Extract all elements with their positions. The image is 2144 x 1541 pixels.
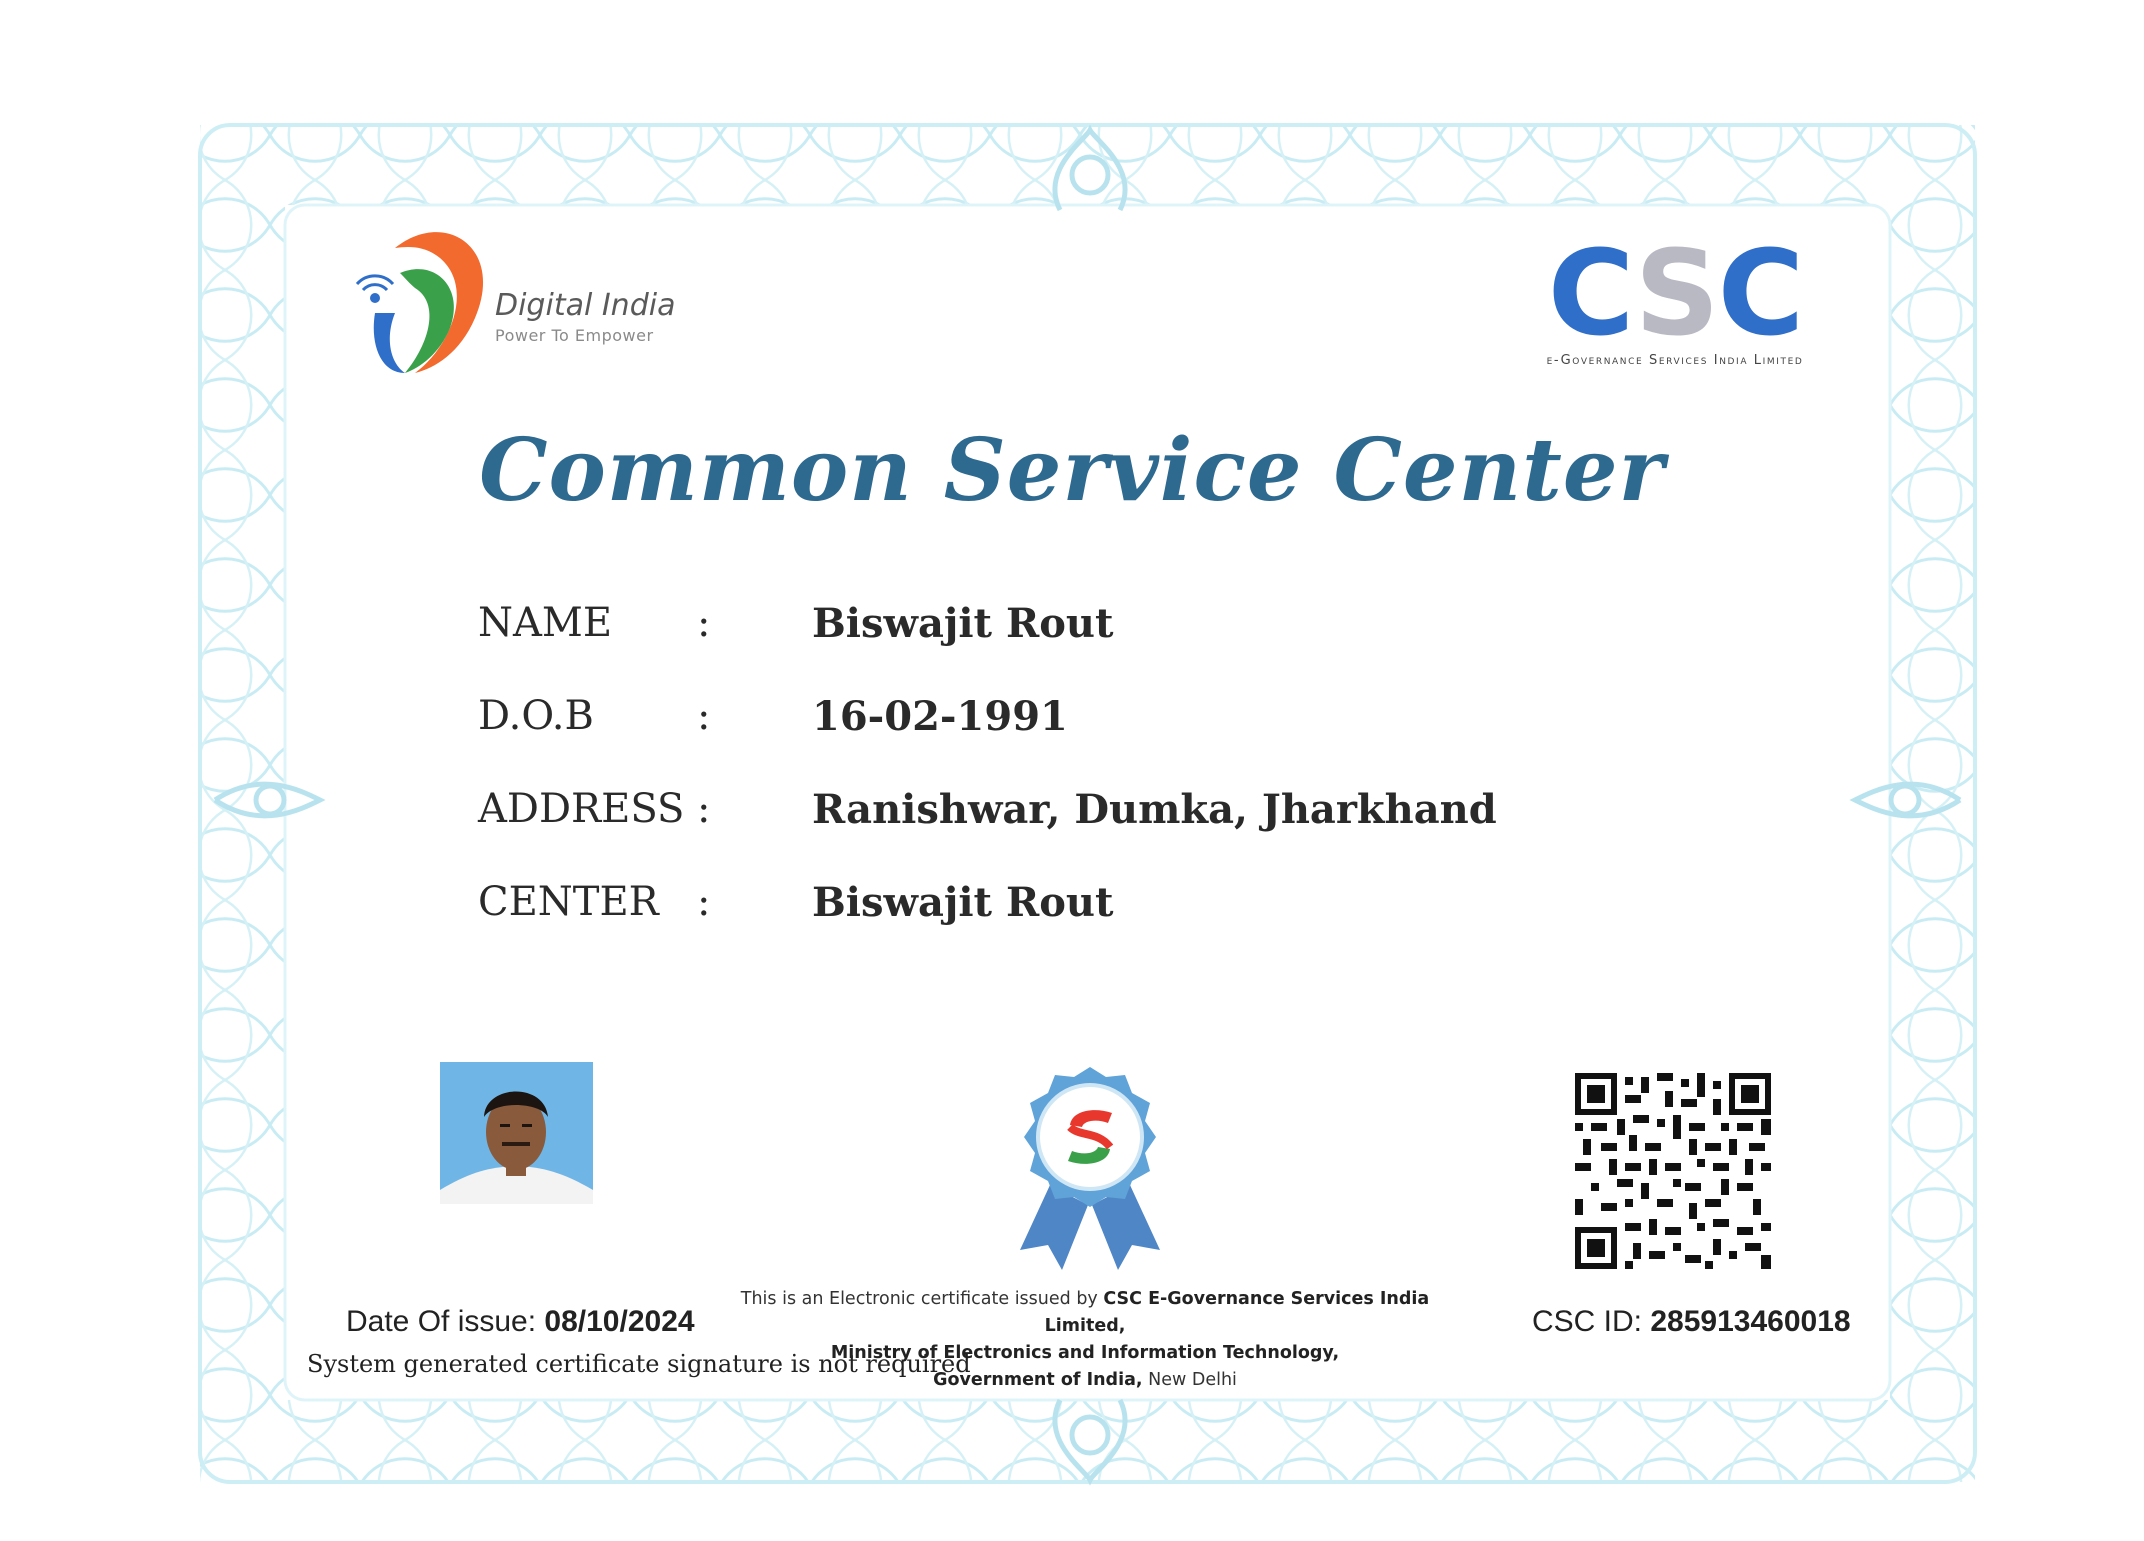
date-of-issue-label: Date Of issue:	[346, 1305, 537, 1338]
csc-id-value: 285913460018	[1650, 1305, 1851, 1338]
field-colon: :	[697, 786, 711, 832]
profile-photo	[440, 1062, 593, 1204]
field-value-center: Biswajit Rout	[812, 879, 1114, 926]
field-label: ADDRESS	[478, 786, 685, 832]
field-label: NAME	[478, 600, 613, 646]
csc-logo-icon: CSC	[1547, 224, 1803, 362]
digital-india-title: Digital India	[495, 288, 676, 323]
csc-logo-subtitle: e-Governance Services India Limited	[1546, 353, 1804, 368]
field-label: CENTER	[478, 879, 659, 925]
field-label: D.O.B	[478, 693, 594, 739]
electronic-certificate-note	[700, 1286, 1470, 1394]
field-colon: :	[697, 600, 711, 646]
note-government: Government of India,	[933, 1370, 1143, 1390]
digital-india-tagline: Power To Empower	[495, 326, 654, 345]
signature-note: System generated certificate signature is not required	[307, 1350, 971, 1378]
date-of-issue-value: 08/10/2024	[544, 1305, 695, 1338]
note-city: New Delhi	[1148, 1370, 1237, 1390]
field-colon: :	[697, 879, 711, 925]
digital-india-logo	[355, 218, 675, 383]
note-prefix: This is an Electronic certificate issued by	[740, 1289, 1098, 1309]
note-ministry: Ministry of Electronics and Information Technology,	[830, 1343, 1340, 1363]
qr-code-icon	[1575, 1073, 1771, 1269]
note-issuer: CSC E-Governance Services India Limited,	[1044, 1289, 1430, 1336]
csc-id	[1532, 1305, 1851, 1339]
field-colon: :	[697, 693, 711, 739]
csc-logo	[1495, 224, 1855, 373]
csc-id-label: CSC ID:	[1532, 1305, 1643, 1338]
digital-india-logo-icon	[355, 218, 495, 383]
field-value-address: Ranishwar, Dumka, Jharkhand	[812, 786, 1497, 833]
ribbon-badge-icon	[1010, 1065, 1170, 1270]
certificate-title: Common Service Center	[479, 420, 1665, 521]
date-of-issue	[346, 1305, 695, 1339]
field-value-name: Biswajit Rout	[812, 600, 1114, 647]
field-value-dob: 16-02-1991	[812, 693, 1068, 740]
